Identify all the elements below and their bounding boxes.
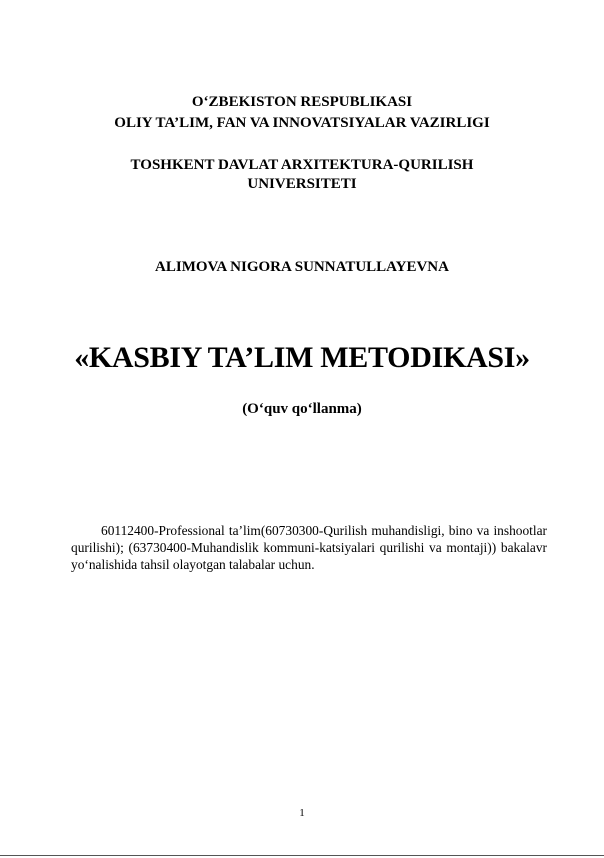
document-title: «KASBIY TA’LIM METODIKASI» bbox=[74, 341, 530, 374]
target-audience-paragraph: 60112400-Professional ta’lim(60730300-Qurilish muhandisligi, bino va inshootlar qurilishi); (63730400-Muhandislik kommuni-katsiyalari qurilishi va montaji)) bakalavr yo‘nalishida tahsil olayotgan talabalar uchun. bbox=[71, 523, 547, 572]
page-number: 1 bbox=[299, 807, 305, 819]
author-name: ALIMOVA NIGORA SUNNATULLAYEVNA bbox=[155, 259, 449, 275]
ministry-country-heading: O‘ZBEKISTON RESPUBLIKASI bbox=[191, 94, 413, 110]
document-subtitle: (O‘quv qo‘llanma) bbox=[242, 401, 362, 417]
university-heading-line1: TOSHKENT DAVLAT ARXITEKTURA-QURILISH bbox=[130, 157, 474, 173]
university-heading-line2: UNIVERSITETI bbox=[247, 176, 357, 192]
page-bottom-divider bbox=[0, 855, 604, 856]
ministry-heading: OLIY TA’LIM, FAN VA INNOVATSIYALAR VAZIRLIGI bbox=[114, 115, 490, 131]
